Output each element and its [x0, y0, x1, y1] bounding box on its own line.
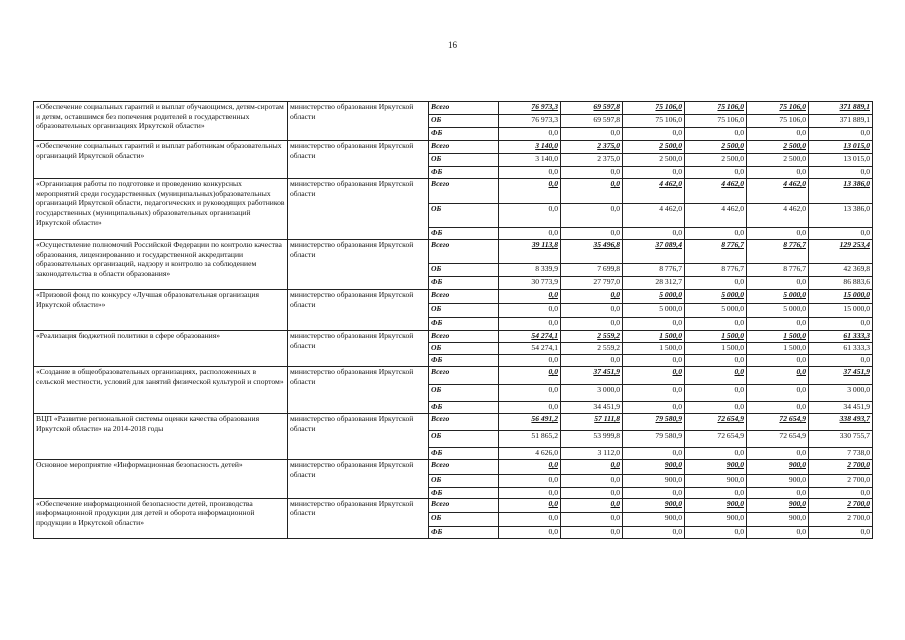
- executor-cell: министерство образования Иркутской области: [288, 141, 429, 179]
- amount-cell: 69 597,8: [561, 102, 623, 115]
- amount-cell: 75 106,0: [747, 102, 809, 115]
- amount-cell: 0,0: [499, 367, 561, 385]
- amount-cell: 0,0: [747, 318, 809, 331]
- amount-cell: 79 580,9: [623, 414, 685, 431]
- amount-cell: 0,0: [561, 498, 623, 512]
- amount-cell: 0,0: [685, 385, 747, 402]
- executor-cell: министерство образования Иркутской области: [288, 331, 429, 367]
- amount-cell: 0,0: [499, 179, 561, 204]
- amount-cell: 76 973,3: [499, 115, 561, 128]
- amount-cell: 0,0: [685, 448, 747, 460]
- amount-cell: 79 580,9: [623, 431, 685, 448]
- amount-cell: 0,0: [561, 204, 623, 228]
- amount-cell: 0,0: [747, 526, 809, 538]
- amount-cell: 54 274,1: [499, 331, 561, 343]
- executor-cell: министерство образования Иркутской области: [288, 498, 429, 538]
- amount-cell: 1 500,0: [685, 331, 747, 343]
- total-amount-cell: 61 333,3: [809, 331, 873, 343]
- funding-source-cell: ФБ: [429, 228, 499, 240]
- amount-cell: 3 140,0: [499, 141, 561, 154]
- amount-cell: 5 000,0: [685, 304, 747, 318]
- funding-source-cell: Всего: [429, 179, 499, 204]
- funding-source-cell: ОБ: [429, 431, 499, 448]
- amount-cell: 39 113,8: [499, 240, 561, 264]
- amount-cell: 0,0: [499, 204, 561, 228]
- total-amount-cell: 61 333,3: [809, 343, 873, 355]
- amount-cell: 5 000,0: [747, 290, 809, 304]
- table-row: [34, 498, 873, 512]
- amount-cell: 0,0: [747, 167, 809, 179]
- amount-cell: 0,0: [561, 179, 623, 204]
- amount-cell: 900,0: [685, 512, 747, 526]
- amount-cell: 0,0: [561, 318, 623, 331]
- total-amount-cell: 7 738,0: [809, 448, 873, 460]
- amount-cell: 0,0: [499, 488, 561, 499]
- funding-source-cell: Всего: [429, 290, 499, 304]
- amount-cell: 28 312,7: [623, 277, 685, 290]
- amount-cell: 1 500,0: [747, 343, 809, 355]
- total-amount-cell: 0,0: [809, 318, 873, 331]
- amount-cell: 0,0: [499, 385, 561, 402]
- amount-cell: 5 000,0: [747, 304, 809, 318]
- amount-cell: 72 654,9: [685, 431, 747, 448]
- amount-cell: 8 776,7: [685, 264, 747, 277]
- budget-table: [33, 101, 873, 539]
- amount-cell: 0,0: [561, 460, 623, 475]
- amount-cell: 0,0: [685, 402, 747, 414]
- amount-cell: 900,0: [685, 460, 747, 475]
- activity-name-cell: Основное мероприятие «Информационная безопасность детей»: [34, 460, 288, 499]
- amount-cell: 0,0: [747, 488, 809, 499]
- amount-cell: 0,0: [623, 167, 685, 179]
- amount-cell: 0,0: [747, 128, 809, 141]
- funding-source-cell: Всего: [429, 414, 499, 431]
- table-row: [34, 331, 873, 343]
- total-amount-cell: 34 451,9: [809, 402, 873, 414]
- total-amount-cell: 42 369,8: [809, 264, 873, 277]
- amount-cell: 7 699,8: [561, 264, 623, 277]
- amount-cell: 900,0: [685, 498, 747, 512]
- funding-source-cell: ФБ: [429, 526, 499, 538]
- funding-source-cell: ОБ: [429, 304, 499, 318]
- total-amount-cell: 13 386,0: [809, 204, 873, 228]
- amount-cell: 0,0: [499, 355, 561, 367]
- amount-cell: 27 797,0: [561, 277, 623, 290]
- total-amount-cell: 86 883,6: [809, 277, 873, 290]
- amount-cell: 0,0: [623, 448, 685, 460]
- amount-cell: 0,0: [561, 304, 623, 318]
- amount-cell: 0,0: [499, 318, 561, 331]
- total-amount-cell: 13 386,0: [809, 179, 873, 204]
- amount-cell: 8 339,9: [499, 264, 561, 277]
- amount-cell: 1 500,0: [623, 343, 685, 355]
- amount-cell: 2 375,0: [561, 141, 623, 154]
- funding-source-cell: ФБ: [429, 128, 499, 141]
- funding-source-cell: Всего: [429, 240, 499, 264]
- amount-cell: 8 776,7: [685, 240, 747, 264]
- amount-cell: 0,0: [747, 277, 809, 290]
- amount-cell: 2 500,0: [685, 141, 747, 154]
- funding-source-cell: ФБ: [429, 167, 499, 179]
- amount-cell: 0,0: [561, 228, 623, 240]
- amount-cell: 2 500,0: [685, 154, 747, 167]
- total-amount-cell: 0,0: [809, 488, 873, 499]
- amount-cell: 0,0: [623, 402, 685, 414]
- executor-cell: министерство образования Иркутской области: [288, 460, 429, 499]
- amount-cell: 3 000,0: [561, 385, 623, 402]
- activity-name-cell: «Обеспечение информационной безопасности детей, производства информационной продукции для детей и оборота информационной продукции в Иркутской области»: [34, 498, 288, 538]
- total-amount-cell: 0,0: [809, 228, 873, 240]
- amount-cell: 5 000,0: [623, 304, 685, 318]
- amount-cell: 53 999,8: [561, 431, 623, 448]
- funding-source-cell: Всего: [429, 367, 499, 385]
- amount-cell: 0,0: [685, 488, 747, 499]
- amount-cell: 0,0: [747, 355, 809, 367]
- amount-cell: 0,0: [499, 475, 561, 488]
- amount-cell: 72 654,9: [747, 414, 809, 431]
- amount-cell: 0,0: [499, 228, 561, 240]
- amount-cell: 0,0: [499, 402, 561, 414]
- amount-cell: 0,0: [685, 167, 747, 179]
- amount-cell: 2 559,2: [561, 331, 623, 343]
- amount-cell: 900,0: [747, 512, 809, 526]
- amount-cell: 4 626,0: [499, 448, 561, 460]
- amount-cell: 0,0: [561, 475, 623, 488]
- amount-cell: 72 654,9: [685, 414, 747, 431]
- funding-source-cell: Всего: [429, 460, 499, 475]
- amount-cell: 0,0: [499, 460, 561, 475]
- total-amount-cell: 3 000,0: [809, 385, 873, 402]
- table-row: [34, 141, 873, 154]
- activity-name-cell: «Обеспечение социальных гарантий и выплат обучающимся, детям-сиротам и детям, оставшимся без попечения родителей в государственных образовательных организациях Иркутской области»: [34, 102, 288, 141]
- total-amount-cell: 330 755,7: [809, 431, 873, 448]
- amount-cell: 0,0: [561, 488, 623, 499]
- amount-cell: 37 089,4: [623, 240, 685, 264]
- funding-source-cell: Всего: [429, 498, 499, 512]
- amount-cell: 0,0: [747, 228, 809, 240]
- total-amount-cell: 0,0: [809, 128, 873, 141]
- total-amount-cell: 15 000,0: [809, 304, 873, 318]
- total-amount-cell: 0,0: [809, 526, 873, 538]
- table-row: [34, 179, 873, 204]
- amount-cell: 0,0: [623, 318, 685, 331]
- amount-cell: 2 500,0: [623, 154, 685, 167]
- total-amount-cell: 37 451,9: [809, 367, 873, 385]
- total-amount-cell: 338 493,7: [809, 414, 873, 431]
- amount-cell: 0,0: [623, 385, 685, 402]
- amount-cell: 900,0: [623, 512, 685, 526]
- amount-cell: 0,0: [623, 355, 685, 367]
- amount-cell: 4 462,0: [623, 204, 685, 228]
- executor-cell: министерство образования Иркутской области: [288, 367, 429, 414]
- amount-cell: 4 462,0: [747, 204, 809, 228]
- total-amount-cell: 15 000,0: [809, 290, 873, 304]
- amount-cell: 0,0: [561, 355, 623, 367]
- funding-source-cell: ФБ: [429, 318, 499, 331]
- page-number: 16: [448, 40, 457, 50]
- amount-cell: 0,0: [747, 448, 809, 460]
- amount-cell: 0,0: [685, 277, 747, 290]
- amount-cell: 0,0: [747, 402, 809, 414]
- funding-source-cell: Всего: [429, 141, 499, 154]
- total-amount-cell: 2 700,0: [809, 498, 873, 512]
- amount-cell: 57 111,8: [561, 414, 623, 431]
- amount-cell: 2 559,2: [561, 343, 623, 355]
- funding-source-cell: Всего: [429, 331, 499, 343]
- funding-source-cell: ОБ: [429, 154, 499, 167]
- amount-cell: 0,0: [561, 128, 623, 141]
- amount-cell: 900,0: [623, 475, 685, 488]
- amount-cell: 5 000,0: [685, 290, 747, 304]
- amount-cell: 900,0: [747, 498, 809, 512]
- total-amount-cell: 371 889,1: [809, 102, 873, 115]
- amount-cell: 56 491,2: [499, 414, 561, 431]
- amount-cell: 0,0: [623, 367, 685, 385]
- amount-cell: 0,0: [623, 228, 685, 240]
- amount-cell: 76 973,3: [499, 102, 561, 115]
- activity-name-cell: ВЦП «Развитие региональной системы оценки качества образования Иркутской области» на 2014-2018 годы: [34, 414, 288, 460]
- funding-source-cell: ОБ: [429, 475, 499, 488]
- funding-source-cell: ФБ: [429, 355, 499, 367]
- amount-cell: 4 462,0: [685, 204, 747, 228]
- amount-cell: 0,0: [499, 290, 561, 304]
- executor-cell: министерство образования Иркутской области: [288, 240, 429, 290]
- amount-cell: 900,0: [623, 460, 685, 475]
- amount-cell: 34 451,9: [561, 402, 623, 414]
- amount-cell: 30 773,9: [499, 277, 561, 290]
- amount-cell: 2 375,0: [561, 154, 623, 167]
- amount-cell: 3 112,0: [561, 448, 623, 460]
- amount-cell: 2 500,0: [747, 154, 809, 167]
- amount-cell: 4 462,0: [685, 179, 747, 204]
- amount-cell: 75 106,0: [623, 115, 685, 128]
- amount-cell: 0,0: [623, 526, 685, 538]
- activity-name-cell: «Реализация бюджетной политики в сфере образования»: [34, 331, 288, 367]
- amount-cell: 1 500,0: [747, 331, 809, 343]
- amount-cell: 0,0: [747, 367, 809, 385]
- amount-cell: 75 106,0: [685, 102, 747, 115]
- amount-cell: 5 000,0: [623, 290, 685, 304]
- amount-cell: 900,0: [747, 460, 809, 475]
- total-amount-cell: 2 700,0: [809, 460, 873, 475]
- amount-cell: 8 776,7: [747, 240, 809, 264]
- amount-cell: 8 776,7: [623, 264, 685, 277]
- amount-cell: 51 865,2: [499, 431, 561, 448]
- table-row: [34, 367, 873, 385]
- funding-source-cell: ФБ: [429, 277, 499, 290]
- budget-table-body: [34, 102, 873, 539]
- amount-cell: 0,0: [499, 498, 561, 512]
- amount-cell: 75 106,0: [685, 115, 747, 128]
- funding-source-cell: ФБ: [429, 402, 499, 414]
- amount-cell: 2 500,0: [623, 141, 685, 154]
- funding-source-cell: Всего: [429, 102, 499, 115]
- table-row: [34, 102, 873, 115]
- amount-cell: 69 597,8: [561, 115, 623, 128]
- amount-cell: 0,0: [499, 304, 561, 318]
- amount-cell: 0,0: [685, 526, 747, 538]
- funding-source-cell: ФБ: [429, 448, 499, 460]
- total-amount-cell: 0,0: [809, 167, 873, 179]
- total-amount-cell: 2 700,0: [809, 512, 873, 526]
- funding-source-cell: ОБ: [429, 115, 499, 128]
- funding-source-cell: ОБ: [429, 512, 499, 526]
- executor-cell: министерство образования Иркутской области: [288, 179, 429, 240]
- table-row: [34, 460, 873, 475]
- amount-cell: 0,0: [685, 367, 747, 385]
- amount-cell: 1 500,0: [685, 343, 747, 355]
- executor-cell: министерство образования Иркутской области: [288, 414, 429, 460]
- amount-cell: 75 106,0: [747, 115, 809, 128]
- total-amount-cell: 2 700,0: [809, 475, 873, 488]
- amount-cell: 0,0: [623, 488, 685, 499]
- amount-cell: 54 274,1: [499, 343, 561, 355]
- amount-cell: 0,0: [561, 526, 623, 538]
- activity-name-cell: «Обеспечение социальных гарантий и выплат работникам образовательных организаций Иркутской области»: [34, 141, 288, 179]
- amount-cell: 900,0: [747, 475, 809, 488]
- amount-cell: 0,0: [561, 512, 623, 526]
- amount-cell: 0,0: [685, 355, 747, 367]
- amount-cell: 0,0: [685, 318, 747, 331]
- funding-source-cell: ФБ: [429, 488, 499, 499]
- amount-cell: 8 776,7: [747, 264, 809, 277]
- table-row: [34, 240, 873, 264]
- table-row: [34, 414, 873, 431]
- amount-cell: 0,0: [561, 290, 623, 304]
- amount-cell: 1 500,0: [623, 331, 685, 343]
- activity-name-cell: «Организация работы по подготовке и проведению конкурсных мероприятий среди государственных (муниципальных)образовательных организаций Иркутской области, педагогических и руководящих работников государственных (муниципальных) образовательных организаций Иркутской области»: [34, 179, 288, 240]
- amount-cell: 900,0: [685, 475, 747, 488]
- funding-source-cell: ОБ: [429, 264, 499, 277]
- amount-cell: 0,0: [685, 228, 747, 240]
- executor-cell: министерство образования Иркутской области: [288, 102, 429, 141]
- total-amount-cell: 13 015,0: [809, 141, 873, 154]
- amount-cell: 0,0: [747, 385, 809, 402]
- total-amount-cell: 13 015,0: [809, 154, 873, 167]
- total-amount-cell: 129 253,4: [809, 240, 873, 264]
- amount-cell: 0,0: [499, 167, 561, 179]
- amount-cell: 0,0: [685, 128, 747, 141]
- funding-source-cell: ОБ: [429, 385, 499, 402]
- amount-cell: 4 462,0: [747, 179, 809, 204]
- activity-name-cell: «Создание в общеобразовательных организациях, расположенных в сельской местности, условий для занятий физической культурой и спортом»: [34, 367, 288, 414]
- amount-cell: 0,0: [499, 512, 561, 526]
- amount-cell: 72 654,9: [747, 431, 809, 448]
- amount-cell: 4 462,0: [623, 179, 685, 204]
- amount-cell: 3 140,0: [499, 154, 561, 167]
- amount-cell: 0,0: [561, 167, 623, 179]
- amount-cell: 0,0: [499, 128, 561, 141]
- funding-source-cell: ОБ: [429, 343, 499, 355]
- activity-name-cell: «Призовой фонд по конкурсу «Лучшая образовательная организация Иркутской области»»: [34, 290, 288, 331]
- amount-cell: 900,0: [623, 498, 685, 512]
- total-amount-cell: 0,0: [809, 355, 873, 367]
- amount-cell: 75 106,0: [623, 102, 685, 115]
- table-row: [34, 290, 873, 304]
- funding-source-cell: ОБ: [429, 204, 499, 228]
- executor-cell: министерство образования Иркутской области: [288, 290, 429, 331]
- amount-cell: 37 451,9: [561, 367, 623, 385]
- activity-name-cell: «Осуществление полномочий Российской Федерации по контролю качества образования, лицензированию и государственной аккредитации образовательных организаций, надзору и контролю за соблюдением законодательства в области образования»: [34, 240, 288, 290]
- amount-cell: 0,0: [499, 526, 561, 538]
- amount-cell: 2 500,0: [747, 141, 809, 154]
- total-amount-cell: 371 889,1: [809, 115, 873, 128]
- amount-cell: 35 496,8: [561, 240, 623, 264]
- amount-cell: 0,0: [623, 128, 685, 141]
